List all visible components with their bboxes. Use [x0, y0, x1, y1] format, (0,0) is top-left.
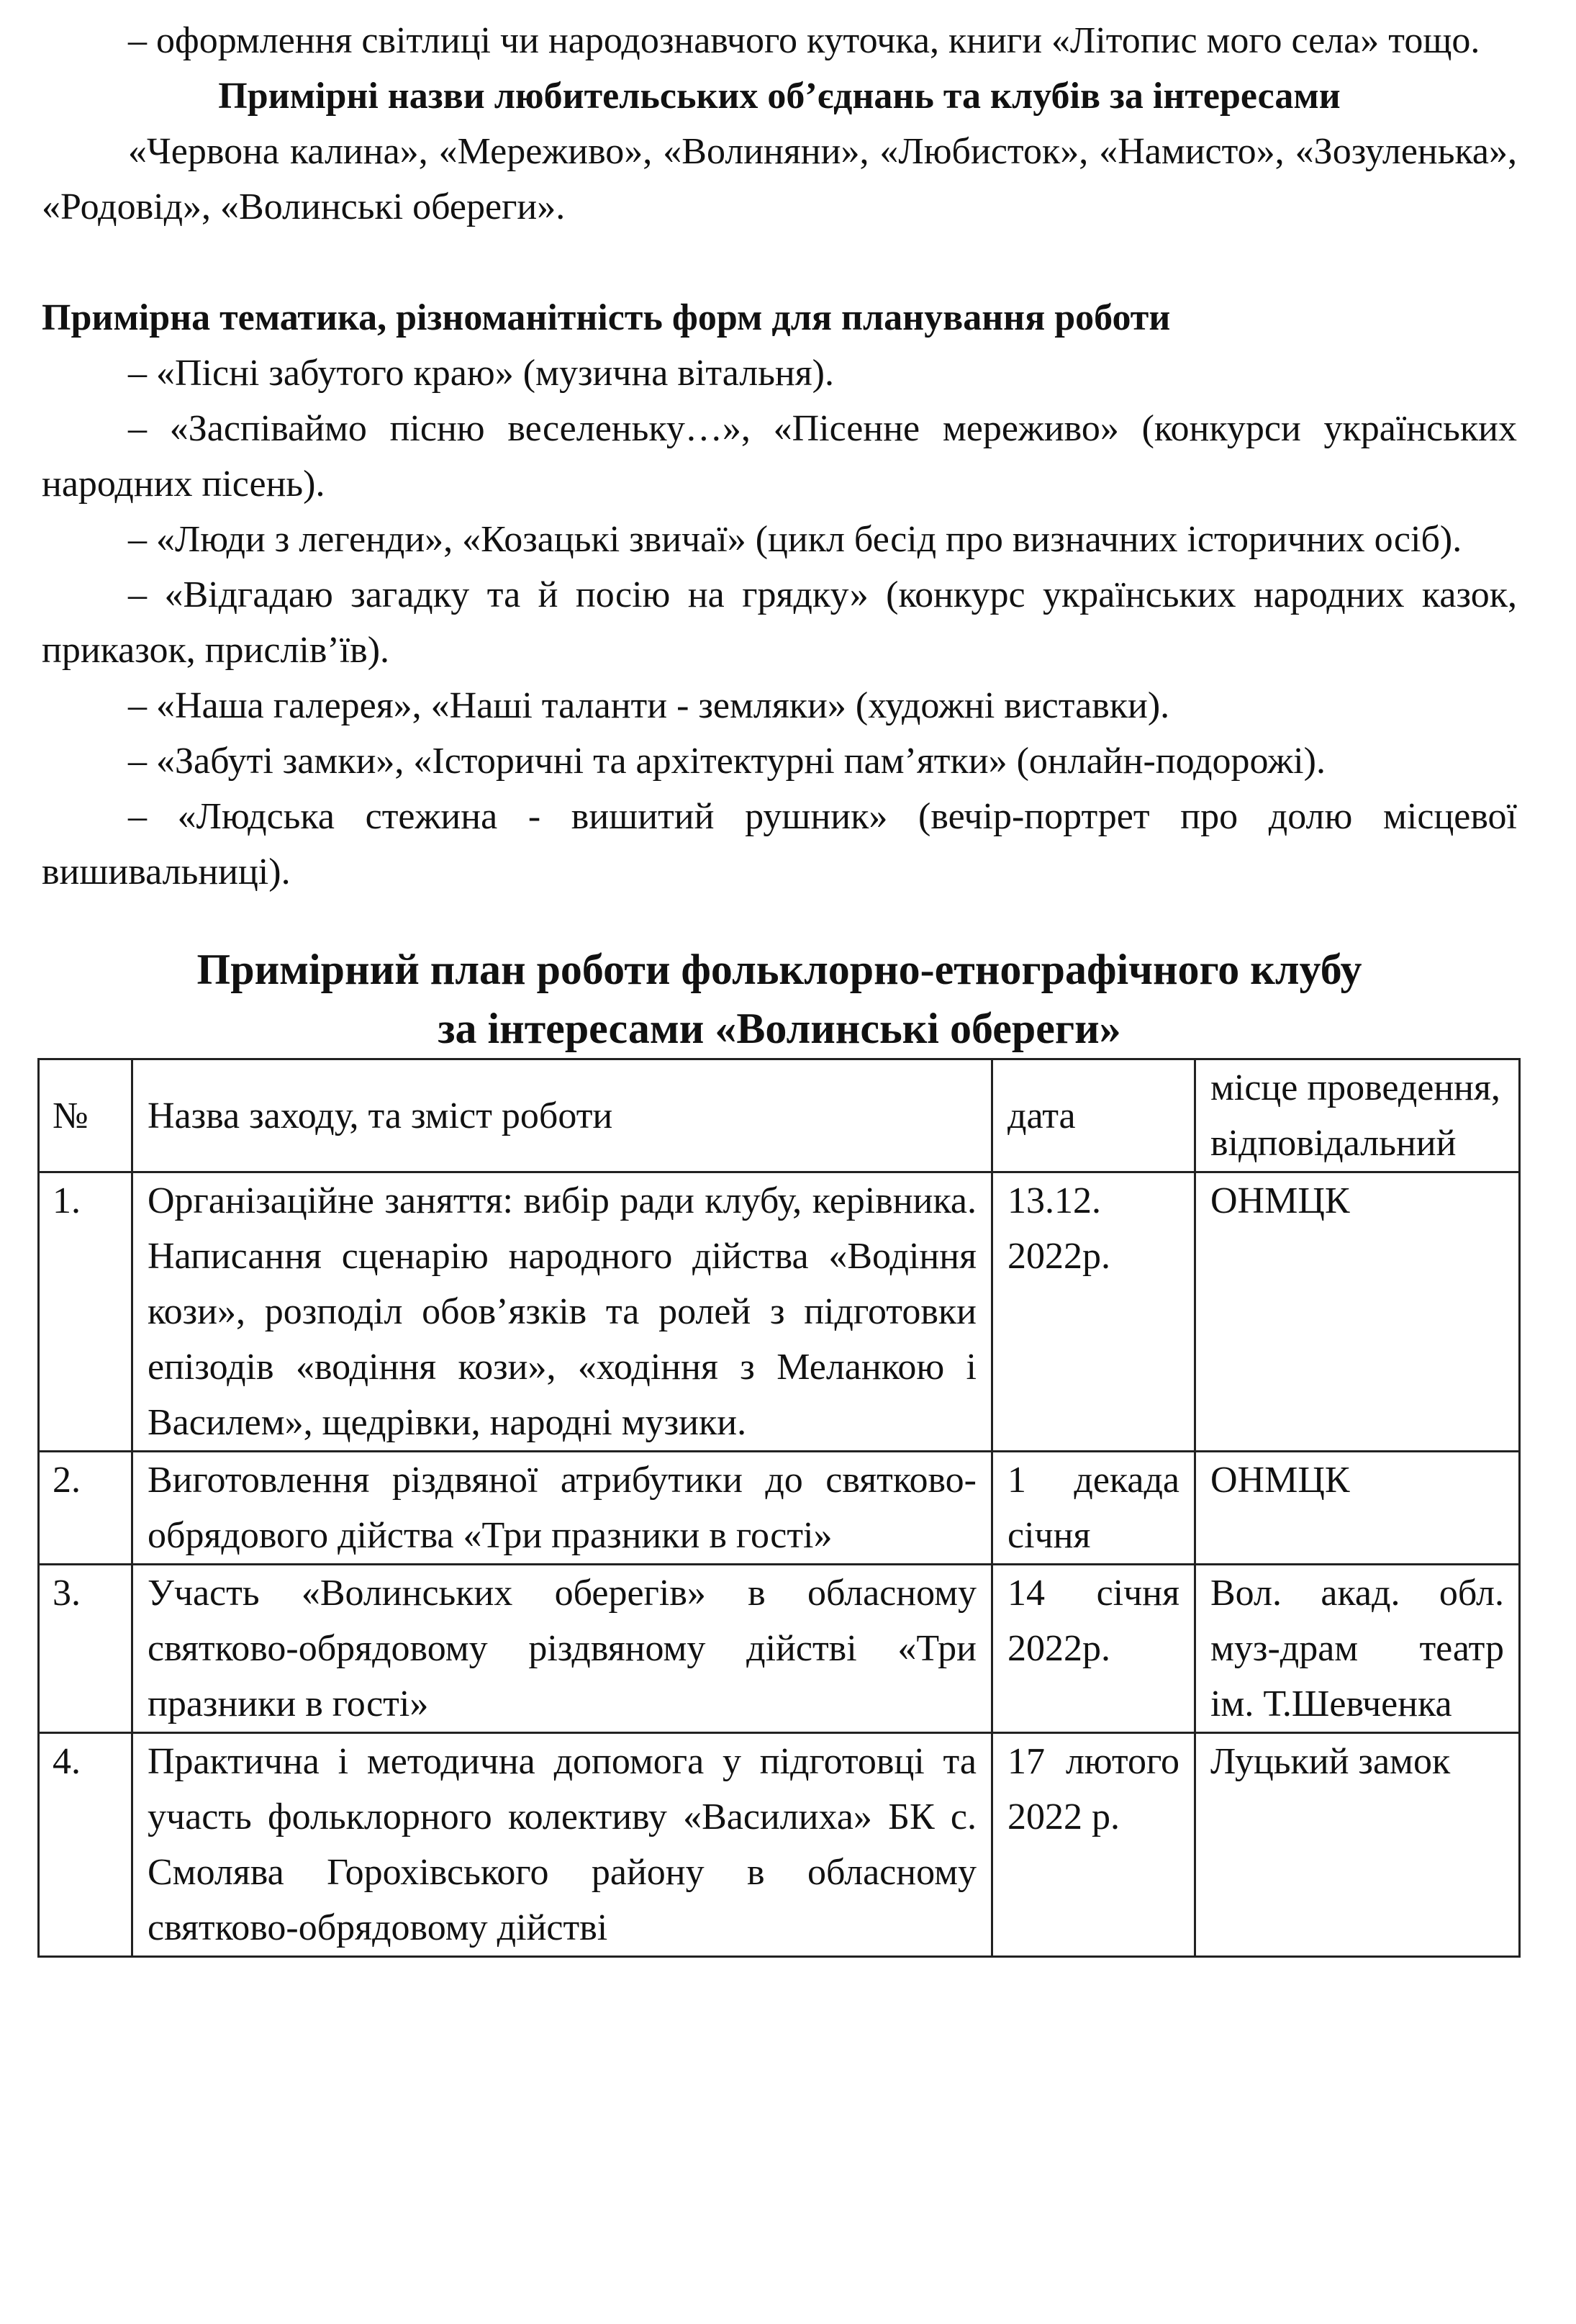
- document-page: [42, 13, 1517, 1958]
- row-date: 13.12. 2022р.: [992, 1172, 1195, 1452]
- plan-table: [37, 1058, 1521, 1958]
- table-header-row: [39, 1059, 1520, 1172]
- topics-heading: Примірна тематика, різноманітність форм для планування роботи: [42, 297, 1171, 338]
- spacer: [42, 235, 1517, 290]
- topic-item: – «Заспіваймо пісню веселеньку…», «Пісенне мереживо» (конкурси українських народних пісень).: [42, 408, 1517, 505]
- clubs-heading: Примірні назви любительських об’єднань та клубів за інтересами: [218, 76, 1341, 117]
- plan-title: [42, 940, 1517, 1058]
- topic-item: – «Пісні забутого краю» (музична вітальня).: [128, 353, 834, 394]
- header-place: місце проведення, відповідальний: [1195, 1059, 1520, 1172]
- row-name: Практична і методична допомога у підготовці та участь фольклорного колективу «Василиха» БК с. Смолява Горохівського району в обласному святково-обрядовому дійстві: [132, 1733, 992, 1957]
- plan-title-line1: Примірний план роботи фольклорно-етнографічного клубу: [196, 946, 1362, 993]
- table-row: [39, 1452, 1520, 1565]
- clubs-names: «Червона калина», «Мереживо», «Волиняни», «Любисток», «Намисто», «Зозуленька», «Родовід», «Волинські обереги».: [42, 131, 1517, 227]
- topic-item: – «Люди з легенди», «Козацькі звичаї» (цикл бесід про визначних історичних осіб).: [128, 519, 1462, 560]
- row-place: Вол. акад. обл. муз-драм театр ім. Т.Шевченка: [1195, 1565, 1520, 1733]
- row-num: 3.: [39, 1565, 132, 1733]
- row-date: 14 січня 2022р.: [992, 1565, 1195, 1733]
- header-date: дата: [992, 1059, 1195, 1172]
- header-name: Назва заходу, та зміст роботи: [132, 1059, 992, 1172]
- row-date: 1 декада січня: [992, 1452, 1195, 1565]
- row-name: Участь «Волинських оберегів» в обласному святково-обрядовому різдвяному дійстві «Три празники в гості»: [132, 1565, 992, 1733]
- topic-item: – «Наша галерея», «Наші таланти - земляки» (художні виставки).: [128, 685, 1170, 726]
- row-place: Луцький замок: [1195, 1733, 1520, 1957]
- row-name: Виготовлення різдвяної атрибутики до святково-обрядового дійства «Три празники в гості»: [132, 1452, 992, 1565]
- table-row: [39, 1733, 1520, 1957]
- row-date: 17 лютого 2022 р.: [992, 1733, 1195, 1957]
- row-num: 2.: [39, 1452, 132, 1565]
- topic-item: – «Відгадаю загадку та й посію на грядку» (конкурс українських народних казок, приказок, прислів’їв).: [42, 574, 1517, 671]
- table-row: [39, 1172, 1520, 1452]
- intro-item-decor: – оформлення світлиці чи народознавчого куточка, книги «Літопис мого села» тощо.: [128, 20, 1480, 61]
- topic-item: – «Забуті замки», «Історичні та архітектурні пам’ятки» (онлайн-подорожі).: [128, 741, 1326, 782]
- row-num: 1.: [39, 1172, 132, 1452]
- row-place: ОНМЦК: [1195, 1172, 1520, 1452]
- row-num: 4.: [39, 1733, 132, 1957]
- topic-item: – «Людська стежина - вишитий рушник» (вечір-портрет про долю місцевої вишивальниці).: [42, 796, 1517, 892]
- header-num: №: [39, 1059, 132, 1172]
- row-place: ОНМЦК: [1195, 1452, 1520, 1565]
- row-name: Організаційне заняття: вибір ради клубу, керівника. Написання сценарію народного дійства «Водіння кози», розподіл обов’язків та ролей з підготовки епізодів «водіння кози», «ходіння з Меланкою і Василем», щедрівки, народні музики.: [132, 1172, 992, 1452]
- plan-title-line2: за інтересами «Волинські обереги»: [438, 1005, 1121, 1052]
- table-row: [39, 1565, 1520, 1733]
